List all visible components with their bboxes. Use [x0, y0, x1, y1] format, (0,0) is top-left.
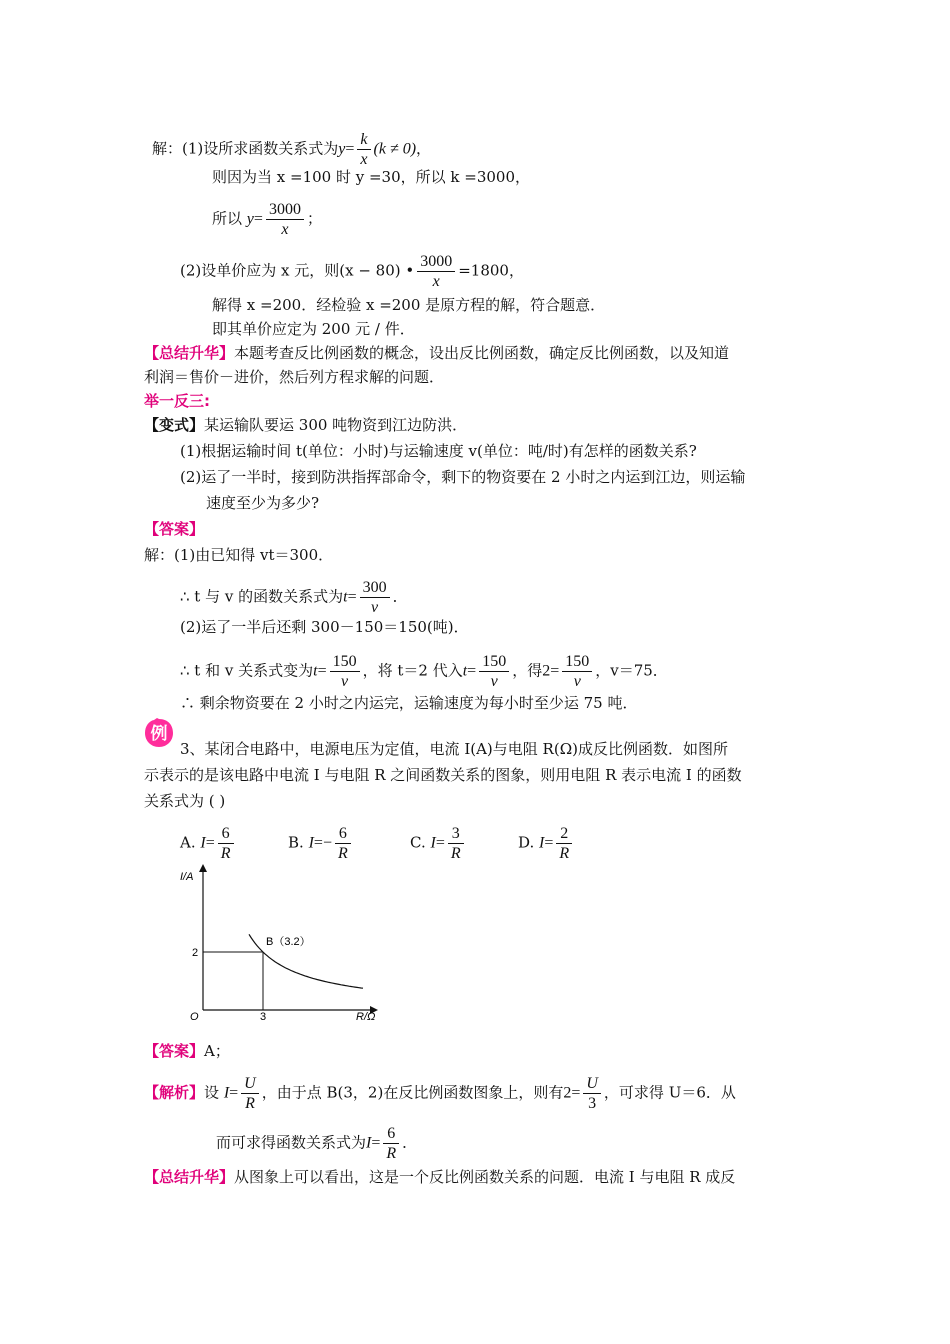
x-axis-label: R/Ω	[356, 1011, 376, 1020]
math-op: =	[467, 662, 477, 680]
fraction	[479, 652, 509, 691]
answer-line-2	[180, 578, 408, 617]
option-label: A.	[180, 833, 196, 852]
fraction	[360, 578, 390, 617]
math-var: I	[366, 1134, 372, 1152]
denominator: R	[245, 1095, 255, 1112]
option-c[interactable]	[410, 824, 467, 863]
math-var: y	[246, 210, 254, 228]
answer-tag: 【答案】	[144, 1042, 205, 1060]
origin-label: O	[190, 1011, 199, 1020]
text: 而可求得函数关系式为	[216, 1133, 367, 1152]
option-label: C.	[410, 833, 426, 852]
math-op: =	[253, 210, 263, 228]
math-op: =	[205, 834, 215, 852]
text: ．	[402, 1133, 418, 1152]
text: ，得	[512, 661, 543, 680]
option-a[interactable]	[180, 824, 237, 863]
answer-line-4	[180, 652, 668, 691]
answer-line-5: ∴ 剩余物资要在 2 小时之内运完，运输速度为每小时至少运 75 吨．	[180, 694, 638, 712]
denominator: v	[573, 673, 581, 690]
math-var: I	[539, 834, 545, 852]
math-var: t	[343, 588, 348, 606]
y-tick-label: 2	[192, 947, 199, 959]
math-op: =	[317, 662, 327, 680]
text: ，	[416, 139, 432, 158]
summary-line-2: 利润＝售价－进价，然后列方程求解的问题．	[144, 368, 445, 386]
math-op: =	[347, 588, 357, 606]
math-op: =	[313, 834, 323, 852]
text: ，将 t＝2 代入	[362, 661, 463, 680]
math-condition: (k ≠ 0)	[373, 140, 417, 158]
example-line-2: 示表示的是该电路中电流 I 与电阻 R 之间函数关系的图象，则用电阻 R 表示电流 I 的函数	[144, 766, 742, 784]
analysis-line-1	[144, 1074, 736, 1113]
denominator: v	[371, 599, 379, 616]
numerator: 3	[448, 824, 464, 844]
denominator: R	[386, 1145, 397, 1162]
denominator: R	[337, 845, 348, 862]
numerator: U	[241, 1074, 259, 1094]
numerator: 6	[218, 824, 234, 844]
math-var: I	[200, 834, 206, 852]
answer2-line	[144, 1040, 230, 1062]
fraction	[562, 652, 592, 691]
variant-tag: 【变式】	[144, 416, 205, 434]
text: ．	[392, 587, 408, 606]
denominator: 3	[588, 1095, 597, 1112]
numerator: 6	[383, 1124, 399, 1144]
math-var: t	[313, 662, 318, 680]
solution-line-4	[180, 252, 524, 291]
text: 设	[204, 1083, 220, 1102]
example-line-3: 关系式为 ( )	[144, 792, 226, 810]
solution-line-2: 则因为当 x =100 时 y =30，所以 k =3000，	[212, 168, 530, 186]
numerator: 150	[562, 652, 592, 672]
text: ，由于点 B(3，2)在反比例函数图象上，则有	[261, 1083, 564, 1102]
summary-line-1	[144, 342, 729, 364]
text: ，v＝75．	[595, 661, 668, 680]
text: ∴ t 与 v 的函数关系式为	[180, 587, 344, 606]
inverse-proportion-graph	[170, 860, 390, 1020]
variant-q1: (1)根据运输时间 t(单位：小时)与运输速度 v(单位：吨/时)有怎样的函数关系?	[180, 442, 697, 460]
badge-label: 例	[150, 724, 168, 744]
fraction	[556, 824, 572, 863]
numerator: 150	[330, 652, 360, 672]
answer-tag: 【答案】	[144, 520, 205, 538]
math-op: =	[544, 834, 554, 852]
point-b-label: B（3.2）	[266, 936, 311, 948]
y-axis-label: I/A	[180, 871, 194, 883]
numerator: 150	[479, 652, 509, 672]
text: 本题考查反比例函数的概念，设出反比例函数，确定反比例函数，以及知道	[234, 344, 730, 362]
text: (2)设单价应为 x 元，则(x − 80) •	[180, 261, 415, 280]
denominator: x	[281, 221, 289, 238]
math-number: 2	[542, 662, 551, 680]
text: 所以	[212, 209, 243, 228]
text: 解：(1)设所求函数关系式为	[152, 139, 339, 158]
example-badge-icon	[144, 718, 174, 748]
option-d[interactable]	[518, 824, 575, 863]
option-label: B.	[288, 833, 304, 852]
denominator: R	[220, 845, 231, 862]
text: 从图象上可以看出，这是一个反比例函数关系的问题．电流 I 与电阻 R 成反	[234, 1168, 736, 1186]
denominator: R	[450, 845, 461, 862]
summary-tag: 【总结升华】	[144, 344, 235, 362]
fraction	[266, 200, 304, 239]
solution-line-5: 解得 x =200．经检验 x =200 是原方程的解，符合题意．	[212, 296, 606, 314]
numerator: U	[583, 1074, 601, 1094]
text: ∴ t 和 v 关系式变为	[180, 661, 314, 680]
denominator: R	[559, 845, 570, 862]
text: =1800，	[458, 261, 524, 280]
analysis-tag: 【解析】	[144, 1083, 205, 1102]
variant-line	[144, 414, 467, 436]
math-op: =	[229, 1084, 239, 1102]
juyi-heading: 举一反三:	[144, 392, 210, 410]
math-number: 2	[563, 1084, 572, 1102]
solution-line-3	[212, 200, 322, 239]
denominator: v	[490, 673, 498, 690]
x-tick-label: 3	[260, 1011, 267, 1020]
fraction	[357, 130, 370, 169]
solution-line-1	[152, 130, 431, 169]
denominator: x	[432, 273, 440, 290]
fraction	[330, 652, 360, 691]
math-op: −	[322, 834, 332, 852]
text: A；	[204, 1042, 230, 1060]
fraction	[383, 1124, 399, 1163]
option-label: D.	[518, 833, 535, 852]
answer-line-1: 解：(1)由已知得 vt＝300．	[144, 546, 334, 564]
math-var: I	[223, 1084, 230, 1102]
math-op: =	[550, 662, 560, 680]
y-axis-arrow-icon	[199, 864, 207, 872]
fraction	[448, 824, 464, 863]
variant-q2b: 速度至少为多少?	[206, 494, 320, 512]
text: 某运输队要运 300 吨物资到江边防洪．	[204, 416, 468, 434]
answer-line-3: (2)运了一半后还剩 300－150＝150(吨)．	[180, 618, 469, 636]
fraction	[335, 824, 351, 863]
numerator: 6	[335, 824, 351, 844]
numerator: 300	[360, 578, 390, 598]
fraction	[241, 1074, 259, 1113]
math-op: =	[371, 1134, 381, 1152]
math-var: y	[338, 140, 346, 158]
numerator: 3000	[417, 252, 455, 272]
option-b[interactable]	[288, 824, 354, 863]
denominator: v	[341, 673, 349, 690]
summary2-line	[144, 1166, 735, 1188]
summary-tag: 【总结升华】	[144, 1168, 235, 1186]
math-var: t	[462, 662, 468, 680]
example-line-1: 3、某闭合电路中，电源电压为定值，电流 I(A)与电阻 R(Ω)成反比例函数．如图所	[180, 740, 728, 758]
math-op: =	[435, 834, 445, 852]
variant-q2a: (2)运了一半时，接到防洪指挥部命令，剩下的物资要在 2 小时之内运到江边，则运输	[180, 468, 746, 486]
fraction	[583, 1074, 601, 1113]
analysis-line-2	[216, 1124, 417, 1163]
fraction	[417, 252, 455, 291]
numerator: 2	[556, 824, 572, 844]
numerator: k	[357, 130, 370, 150]
solution-line-6: 即其单价应定为 200 元 / 件．	[212, 320, 415, 338]
text: ；	[306, 209, 322, 228]
fraction	[218, 824, 234, 863]
denominator: x	[360, 151, 368, 168]
text: ，可求得 U＝6．从	[603, 1083, 736, 1102]
math-var: I	[430, 834, 436, 852]
math-op: =	[571, 1084, 581, 1102]
math-var: I	[308, 834, 314, 852]
numerator: 3000	[266, 200, 304, 220]
math-op: =	[345, 140, 355, 158]
